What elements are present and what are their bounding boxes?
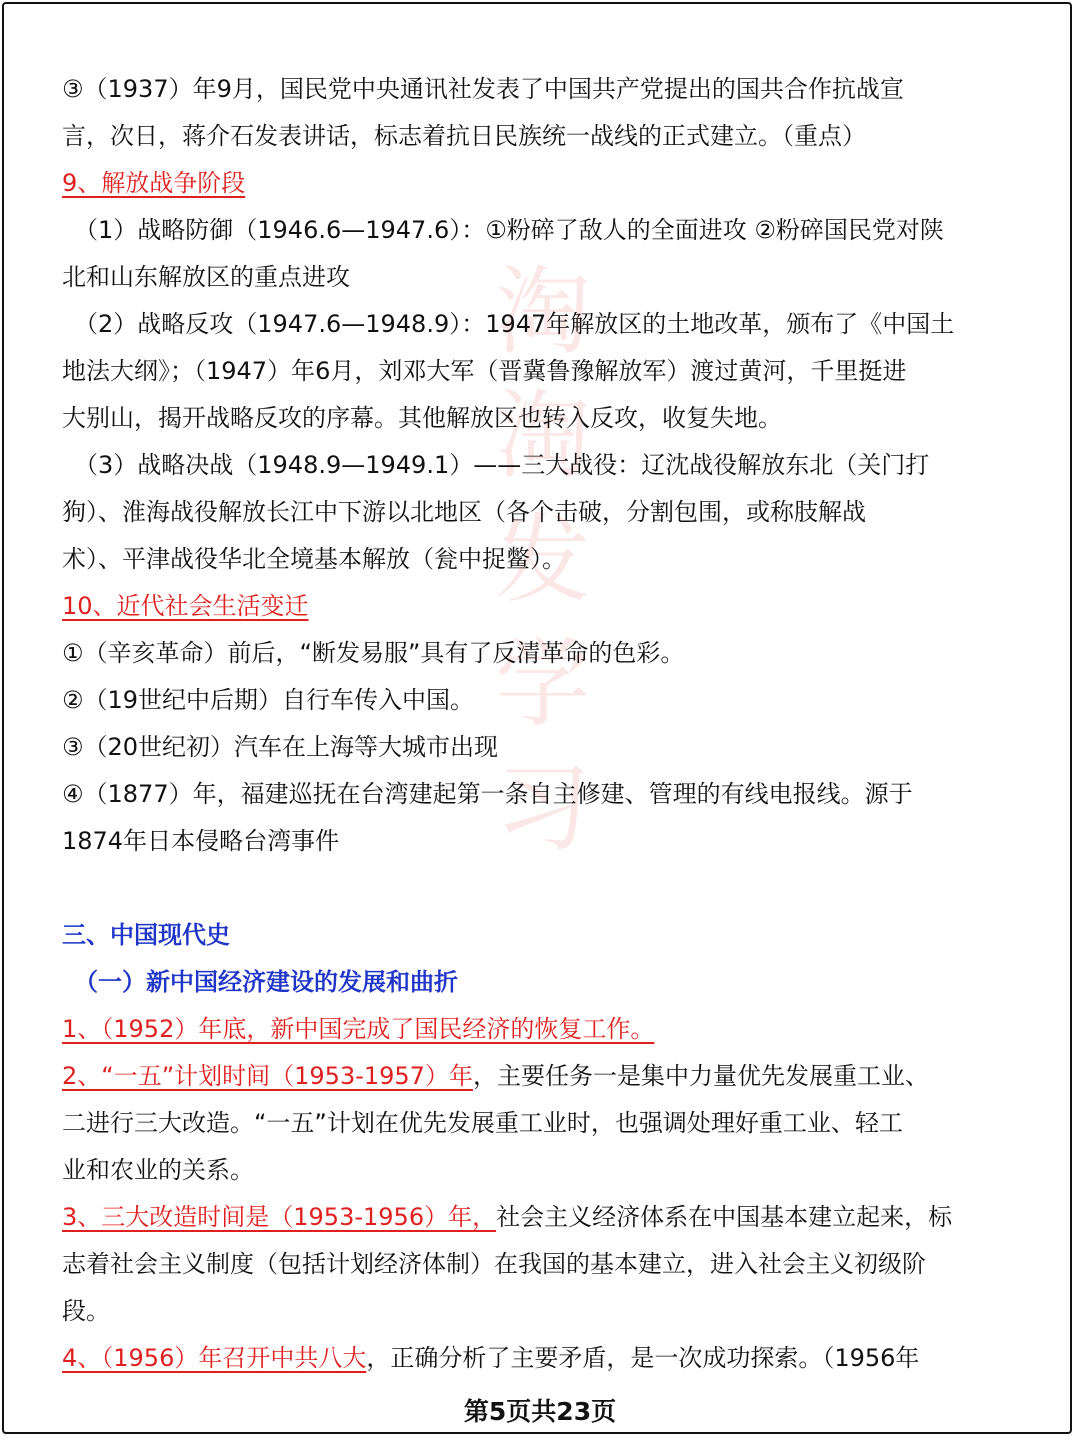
text-line: 言，次日，蒋介石发表讲话，标志着抗日民族统一战线的正式建立。（重点） [62, 122, 866, 150]
text-line: 业和农业的关系。 [62, 1156, 254, 1184]
key-point-2 [62, 1053, 1012, 1100]
key-point-3-text: 社会主义经济体系在中国基本建立起来，标 [496, 1203, 953, 1231]
key-point-2-text: ，主要任务一是集中力量优先发展重工业、 [472, 1062, 929, 1090]
text-line: （2）战略反攻（1947.6—1948.9）：1947年解放区的土地改革，颁布了《中国土 [74, 310, 955, 338]
watermark-char: 发 [495, 504, 591, 616]
text-line: ③（1937）年9月，国民党中央通讯社发表了中国共产党提出的国共合作抗战宣 [62, 75, 904, 103]
section-heading-10-text: 10、近代社会生活变迁 [62, 592, 309, 620]
text-line: ②（19世纪中后期）自行车传入中国。 [62, 686, 475, 714]
text-line: 北和山东解放区的重点进攻 [62, 263, 350, 291]
key-point-4 [62, 1335, 1012, 1382]
text-line: 术）、平津战役华北全境基本解放（瓮中捉鳖）。 [62, 545, 566, 573]
text-line: 狗）、淮海战役解放长江中下游以北地区（各个击破，分割包围，或称肢解战 [62, 498, 866, 526]
section-heading-10 [62, 583, 1012, 630]
watermark-char: 淘 [495, 256, 591, 368]
text-line: 二进行三大改造。“一五”计划在优先发展重工业时，也强调处理好重工业、轻工 [62, 1109, 903, 1137]
key-point-4-text: ，正确分析了主要矛盾，是一次成功探索。（1956年 [366, 1344, 920, 1372]
key-point-2-highlight: 2、“一五”计划时间（1953-1957）年 [62, 1062, 473, 1090]
text-line: （1）战略防御（1946.6—1947.6）：①粉碎了敌人的全面进攻 ②粉碎国民党对陕 [74, 216, 944, 244]
section-heading-9-text: 9、解放战争阶段 [62, 169, 246, 197]
key-point-4-highlight: 4、（1956）年召开中共八大 [62, 1344, 367, 1372]
key-point-1-text: 1、（1952）年底，新中国完成了国民经济的恢复工作。 [62, 1015, 655, 1043]
key-point-1 [62, 1006, 1012, 1053]
watermark-char: 学 [495, 628, 591, 740]
subchapter-heading: （一）新中国经济建设的发展和曲折 [74, 968, 458, 996]
key-point-3 [62, 1194, 1012, 1241]
document-body [62, 66, 1012, 1382]
key-point-3-highlight: 3、三大改造时间是（1953-1956）年， [62, 1203, 497, 1231]
page-number: 第5页共23页 [463, 1397, 617, 1426]
chapter-heading: 三、中国现代史 [62, 921, 230, 949]
text-line: 段。 [62, 1297, 110, 1325]
text-line: 地法大纲》；（1947）年6月，刘邓大军（晋冀鲁豫解放军）渡过黄河，千里挺进 [62, 357, 907, 385]
text-line: 1874年日本侵略台湾事件 [62, 827, 340, 855]
text-line: ①（辛亥革命）前后，“断发易服”具有了反清革命的色彩。 [62, 639, 685, 667]
text-line: ③（20世纪初）汽车在上海等大城市出现 [62, 733, 499, 761]
section-heading-9 [62, 160, 1012, 207]
text-line: （3）战略决战（1948.9—1949.1）——三大战役：辽沈战役解放东北（关门打 [74, 451, 930, 479]
watermark-char: 习 [495, 752, 591, 864]
text-line: ④（1877）年，福建巡抚在台湾建起第一条自主修建、管理的有线电报线。源于 [62, 780, 913, 808]
text-line: 大别山，揭开战略反攻的序幕。其他解放区也转入反攻，收复失地。 [62, 404, 782, 432]
spacer [62, 865, 1012, 912]
watermark-char: 淘 [495, 380, 591, 492]
text-line: 志着社会主义制度（包括计划经济体制）在我国的基本建立，进入社会主义初级阶 [62, 1250, 926, 1278]
